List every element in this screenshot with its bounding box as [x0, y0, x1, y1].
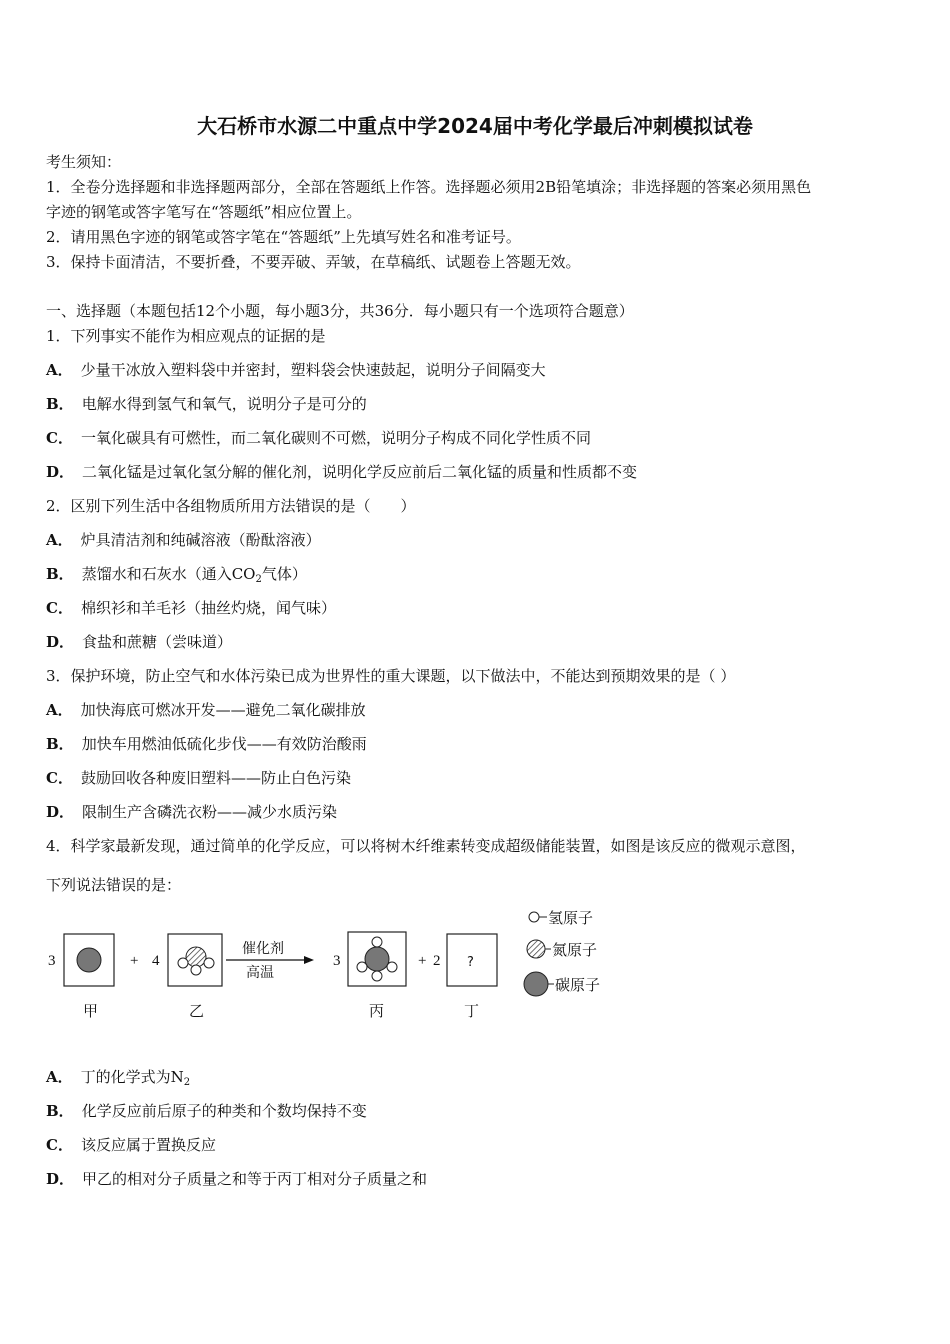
coef-bing: 3 — [333, 953, 341, 969]
option-label: C． — [46, 1136, 73, 1154]
coef-ding: 2 — [433, 953, 441, 969]
q1-stem: 1．下列事实不能作为相应观点的证据的是 — [46, 327, 326, 345]
option-label: A． — [46, 701, 73, 719]
option-label: C． — [46, 599, 73, 617]
option-text: 少量干冰放入塑料袋中并密封，塑料袋会快速鼓起，说明分子间隔变大 — [80, 361, 546, 379]
q4-stem-line-1: 4．科学家最新发现，通过简单的化学反应，可以将树木纤维素转变成超级储能装置，如图是该反应的微观示意图， — [46, 837, 806, 855]
option-text: 蒸馏水和石灰水（通入CO — [81, 565, 256, 583]
hydrogen-atom — [191, 965, 201, 975]
option-label: C． — [46, 429, 73, 447]
unknown-mark: ? — [467, 955, 474, 970]
plus-sign-1: + — [130, 953, 139, 969]
notice-item-1-line-2: 字迹的钢笔或答字笔写在“答题纸”相应位置上。 — [46, 203, 362, 221]
q1-option-a — [46, 360, 546, 380]
q2-stem: 2．区别下列生活中各组物质所用方法错误的是（ ） — [46, 497, 416, 515]
coef-yi: 4 — [152, 953, 160, 969]
option-label: C． — [46, 769, 73, 787]
hydrogen-atom — [357, 962, 367, 972]
legend-carbon-icon — [524, 972, 548, 996]
q1-option-b — [46, 394, 367, 414]
option-text: 食盐和蔗糖（尝味道） — [82, 633, 233, 651]
q3-option-b — [46, 734, 367, 754]
carbon-atom — [77, 948, 101, 972]
option-text: 化学反应前后原子的种类和个数均保持不变 — [81, 1102, 367, 1120]
label-yi: 乙 — [189, 1002, 205, 1020]
q3-stem: 3．保护环境，防止空气和水体污染已成为世界性的重大课题，以下做法中，不能达到预期效果的是（ ） — [46, 667, 736, 685]
q2-option-a — [46, 530, 321, 550]
option-label: B． — [46, 565, 74, 583]
notice-item-1-line-1: 1．全卷分选择题和非选择题两部分，全部在答题纸上作答。选择题必须用2B铅笔填涂；非选择题的答案必须用黑色 — [46, 178, 812, 196]
label-ding: 丁 — [464, 1002, 480, 1020]
reaction-diagram — [40, 900, 660, 1030]
q3-option-a — [46, 700, 366, 720]
legend-hydrogen-icon — [529, 912, 539, 922]
q2-option-c — [46, 598, 336, 618]
notice-item-3: 3．保持卡面清洁，不要折叠，不要弄破、弄皱，在草稿纸、试题卷上答题无效。 — [46, 253, 581, 271]
carbon-atom — [365, 947, 389, 971]
option-text: 限制生产含磷洗衣粉——减少水质污染 — [82, 803, 338, 821]
q1-option-c — [46, 428, 591, 448]
q4-option-c — [46, 1135, 216, 1155]
hydrogen-atom — [387, 962, 397, 972]
subscript: 2 — [183, 1077, 191, 1088]
option-text: 棉织衫和羊毛衫（抽丝灼烧，闻气味） — [80, 599, 336, 617]
option-label: A． — [46, 1068, 73, 1086]
nitrogen-atom — [186, 947, 206, 967]
option-label: D． — [46, 463, 75, 481]
coef-jia: 3 — [48, 953, 56, 969]
section-heading: 一、选择题（本题包括12个小题，每小题3分，共36分．每小题只有一个选项符合题意） — [46, 302, 634, 320]
option-label: B． — [46, 1102, 74, 1120]
option-text: 加快海底可燃冰开发——避免二氧化碳排放 — [80, 701, 366, 719]
legend-nitrogen-icon — [527, 940, 545, 958]
label-bing: 丙 — [369, 1002, 385, 1020]
subscript: 2 — [255, 574, 262, 585]
condition-label: 高温 — [246, 965, 274, 981]
legend-carbon: 碳原子 — [555, 976, 601, 994]
q4-stem-line-2: 下列说法错误的是： — [46, 876, 182, 894]
hydrogen-atom — [372, 971, 382, 981]
option-label: B． — [46, 395, 74, 413]
hydrogen-atom — [372, 937, 382, 947]
page-title: 大石桥市水源二中重点中学2024届中考化学最后冲刺模拟试卷 — [197, 114, 753, 138]
q3-option-d — [46, 802, 337, 822]
plus-sign-2: + — [418, 953, 427, 969]
q1-option-d — [46, 462, 637, 482]
option-text: 加快车用燃油低硫化步伐——有效防治酸雨 — [81, 735, 367, 753]
hydrogen-atom — [204, 958, 214, 968]
hydrogen-atom — [178, 958, 188, 968]
option-text-tail: 气体） — [261, 565, 307, 583]
q3-option-c — [46, 768, 351, 788]
option-label: D． — [46, 633, 75, 651]
option-label: A． — [46, 361, 73, 379]
option-text: 该反应属于置换反应 — [80, 1136, 216, 1154]
legend-hydrogen: 氢原子 — [548, 909, 594, 927]
arrow-head — [304, 956, 314, 964]
label-jia: 甲 — [83, 1002, 99, 1020]
q2-option-d — [46, 632, 232, 652]
option-label: D． — [46, 1170, 75, 1188]
option-text: 丁的化学式为N — [80, 1068, 184, 1086]
legend-nitrogen: 氮原子 — [552, 941, 598, 959]
q2-option-b — [46, 564, 307, 590]
option-text: 炉具清洁剂和纯碱溶液（酚酞溶液） — [80, 531, 321, 549]
notice-item-2: 2．请用黑色字迹的钢笔或答字笔在“答题纸”上先填写姓名和准考证号。 — [46, 228, 521, 246]
option-text: 甲乙的相对分子质量之和等于丙丁相对分子质量之和 — [82, 1170, 428, 1188]
option-text: 一氧化碳具有可燃性，而二氧化碳则不可燃，说明分子构成不同化学性质不同 — [80, 429, 591, 447]
option-label: D． — [46, 803, 75, 821]
q4-option-d — [46, 1169, 427, 1189]
option-label: A． — [46, 531, 73, 549]
catalyst-label: 催化剂 — [242, 941, 284, 957]
option-text: 电解水得到氢气和氧气，说明分子是可分的 — [81, 395, 367, 413]
option-text: 鼓励回收各种废旧塑料——防止白色污染 — [80, 769, 351, 787]
option-label: B． — [46, 735, 74, 753]
option-text: 二氧化锰是过氧化氢分解的催化剂，说明化学反应前后二氧化锰的质量和性质都不变 — [82, 463, 638, 481]
q4-option-a — [46, 1067, 190, 1093]
notice-heading: 考生须知： — [46, 153, 122, 171]
q4-option-b — [46, 1101, 367, 1121]
